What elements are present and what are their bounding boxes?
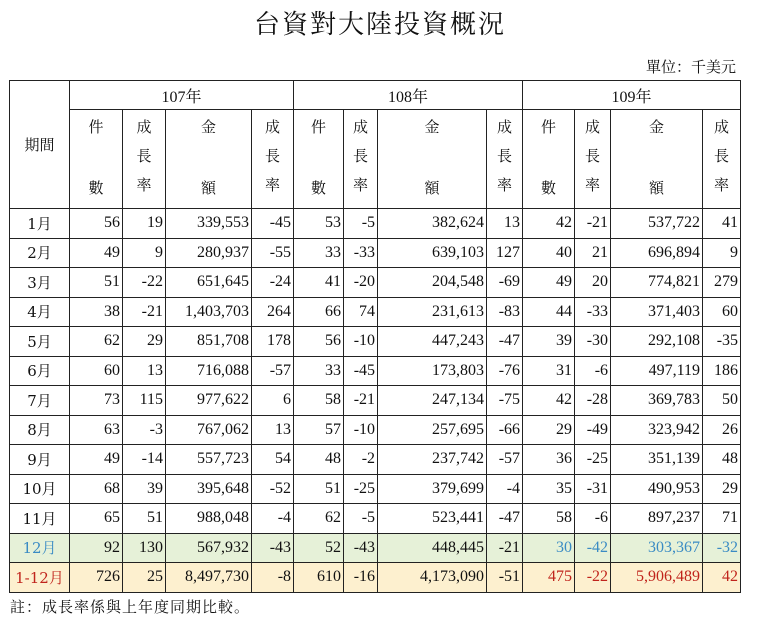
value-cell: -5 [344,504,378,534]
value-cell: 51 [70,268,123,298]
value-cell: -30 [575,327,611,357]
table-row [10,533,741,563]
value-cell: -83 [487,297,523,327]
value-cell: -47 [487,504,523,534]
value-cell: 774,821 [611,268,703,298]
count-growth-header [575,110,611,209]
value-cell: -52 [252,474,294,504]
header-char: 成 [136,118,152,136]
header-char: 數 [88,179,104,197]
value-cell: 42 [523,209,575,239]
header-char: 金 [200,118,216,136]
header-char: 數 [311,179,327,197]
value-cell: -22 [575,563,611,593]
table-row [10,327,741,357]
page-title: 台資對大陸投資概況 [253,10,506,40]
period-cell: 10月 [10,474,70,504]
value-cell: 247,134 [378,386,487,416]
period-cell: 1-12月 [10,563,70,593]
value-cell: 53 [294,209,344,239]
value-cell: 21 [575,238,611,268]
value-cell: 696,894 [611,238,703,268]
value-cell: -5 [344,209,378,239]
value-cell: 130 [123,533,166,563]
value-cell: -6 [575,356,611,386]
header-char: 件 [311,118,327,136]
value-cell: 5,906,489 [611,563,703,593]
value-cell: 20 [575,268,611,298]
count-growth-header [123,110,166,209]
value-cell: -8 [252,563,294,593]
value-cell: 48 [703,445,741,475]
header-char: 件 [541,118,557,136]
value-cell: -76 [487,356,523,386]
period-header: 期間 [10,81,70,209]
table-row [10,415,741,445]
header-char: 長 [353,147,369,165]
value-cell: 71 [703,504,741,534]
value-cell: 49 [523,268,575,298]
value-cell: -6 [575,504,611,534]
value-cell: -66 [487,415,523,445]
value-cell: 351,139 [611,445,703,475]
value-cell: 51 [294,474,344,504]
value-cell: 29 [523,415,575,445]
header-char: 金 [424,118,440,136]
value-cell: 8,497,730 [166,563,252,593]
value-cell: 264 [252,297,294,327]
value-cell: 257,695 [378,415,487,445]
value-cell: 9 [703,238,741,268]
value-cell: 237,742 [378,445,487,475]
value-cell: 115 [123,386,166,416]
header-char: 額 [424,179,440,197]
investment-table [9,80,741,593]
period-cell: 5月 [10,327,70,357]
header-char: 率 [497,176,513,194]
period-cell: 2月 [10,238,70,268]
value-cell: 40 [523,238,575,268]
header-char: 成 [353,118,369,136]
value-cell: 4,173,090 [378,563,487,593]
value-cell: 62 [70,327,123,357]
value-cell: 127 [487,238,523,268]
value-cell: 988,048 [166,504,252,534]
header-char: 長 [265,147,281,165]
header-char: 長 [714,147,730,165]
value-cell: 60 [703,297,741,327]
header-char: 率 [265,176,281,194]
amount-growth-header [487,110,523,209]
value-cell: 44 [523,297,575,327]
header-char: 成 [714,118,730,136]
header-char: 率 [136,176,152,194]
value-cell: 292,108 [611,327,703,357]
header-char: 成 [265,118,281,136]
value-cell: -33 [575,297,611,327]
value-cell: -21 [123,297,166,327]
value-cell: 36 [523,445,575,475]
value-cell: 41 [703,209,741,239]
value-cell: -10 [344,415,378,445]
value-cell: -43 [344,533,378,563]
value-cell: 41 [294,268,344,298]
value-cell: -55 [252,238,294,268]
period-cell: 1月 [10,209,70,239]
table-row [10,238,741,268]
value-cell: 30 [523,533,575,563]
value-cell: 42 [703,563,741,593]
table-row [10,474,741,504]
value-cell: 52 [294,533,344,563]
value-cell: 19 [123,209,166,239]
value-cell: -69 [487,268,523,298]
value-cell: 60 [70,356,123,386]
count-header [294,110,344,209]
value-cell: 26 [703,415,741,445]
value-cell: 475 [523,563,575,593]
value-cell: 651,645 [166,268,252,298]
header-char: 金 [649,118,665,136]
unit-label: 單位：千美元 [645,58,736,76]
value-cell: 29 [703,474,741,504]
value-cell: -4 [487,474,523,504]
value-cell: -24 [252,268,294,298]
value-cell: 557,723 [166,445,252,475]
period-cell: 6月 [10,356,70,386]
value-cell: -28 [575,386,611,416]
count-header [523,110,575,209]
value-cell: 204,548 [378,268,487,298]
table-row [10,386,741,416]
value-cell: 610 [294,563,344,593]
header-char: 額 [649,179,665,197]
value-cell: 54 [252,445,294,475]
value-cell: 73 [70,386,123,416]
value-cell: 25 [123,563,166,593]
value-cell: 13 [252,415,294,445]
value-cell: -4 [252,504,294,534]
value-cell: 65 [70,504,123,534]
count-growth-header [344,110,378,209]
value-cell: 186 [703,356,741,386]
value-cell: 379,699 [378,474,487,504]
amount-growth-header [252,110,294,209]
value-cell: -75 [487,386,523,416]
value-cell: 279 [703,268,741,298]
value-cell: 63 [70,415,123,445]
period-cell: 8月 [10,415,70,445]
value-cell: 497,119 [611,356,703,386]
value-cell: -57 [252,356,294,386]
value-cell: 9 [123,238,166,268]
value-cell: -43 [252,533,294,563]
value-cell: 537,722 [611,209,703,239]
value-cell: -3 [123,415,166,445]
value-cell: 231,613 [378,297,487,327]
value-cell: 33 [294,238,344,268]
value-cell: -49 [575,415,611,445]
value-cell: -45 [344,356,378,386]
period-cell: 11月 [10,504,70,534]
value-cell: 448,445 [378,533,487,563]
value-cell: 716,088 [166,356,252,386]
value-cell: 280,937 [166,238,252,268]
value-cell: -10 [344,327,378,357]
value-cell: -25 [575,445,611,475]
table-row [10,268,741,298]
footnote: 註：成長率係與上年度同期比較。 [10,598,251,616]
header-char: 成 [585,118,601,136]
header-char: 額 [200,179,216,197]
value-cell: -32 [703,533,741,563]
amount-growth-header [703,110,741,209]
year-header-109: 109年 [523,81,741,110]
value-cell: -21 [344,386,378,416]
header-char: 率 [714,176,730,194]
value-cell: 371,403 [611,297,703,327]
value-cell: 31 [523,356,575,386]
value-cell: 74 [344,297,378,327]
value-cell: 523,441 [378,504,487,534]
value-cell: 323,942 [611,415,703,445]
year-header-108: 108年 [294,81,523,110]
value-cell: 68 [70,474,123,504]
value-cell: 49 [70,445,123,475]
value-cell: -20 [344,268,378,298]
header-char: 長 [136,147,152,165]
value-cell: 369,783 [611,386,703,416]
value-cell: 726 [70,563,123,593]
value-cell: 178 [252,327,294,357]
value-cell: 173,803 [378,356,487,386]
value-cell: 33 [294,356,344,386]
value-cell: 339,553 [166,209,252,239]
amount-header [611,110,703,209]
value-cell: 897,237 [611,504,703,534]
value-cell: 1,403,703 [166,297,252,327]
table-row [10,209,741,239]
value-cell: 567,932 [166,533,252,563]
table-row [10,356,741,386]
header-char: 率 [353,176,369,194]
value-cell: 56 [70,209,123,239]
period-cell: 9月 [10,445,70,475]
value-cell: 447,243 [378,327,487,357]
value-cell: 35 [523,474,575,504]
value-cell: 48 [294,445,344,475]
value-cell: 395,648 [166,474,252,504]
value-cell: 303,367 [611,533,703,563]
value-cell: -25 [344,474,378,504]
value-cell: -22 [123,268,166,298]
header-char: 件 [88,118,104,136]
value-cell: 58 [294,386,344,416]
table-row [10,445,741,475]
table-row [10,504,741,534]
value-cell: 38 [70,297,123,327]
value-cell: -21 [575,209,611,239]
value-cell: 13 [123,356,166,386]
value-cell: -42 [575,533,611,563]
header-char: 長 [585,147,601,165]
value-cell: -51 [487,563,523,593]
value-cell: 382,624 [378,209,487,239]
value-cell: 66 [294,297,344,327]
value-cell: -2 [344,445,378,475]
value-cell: -35 [703,327,741,357]
table-row [10,563,741,593]
value-cell: 767,062 [166,415,252,445]
period-cell: 4月 [10,297,70,327]
header-char: 率 [585,176,601,194]
value-cell: -31 [575,474,611,504]
value-cell: 39 [523,327,575,357]
value-cell: 92 [70,533,123,563]
value-cell: -57 [487,445,523,475]
value-cell: -14 [123,445,166,475]
value-cell: 6 [252,386,294,416]
value-cell: 50 [703,386,741,416]
table-row [10,297,741,327]
header-char: 長 [497,147,513,165]
amount-header [166,110,252,209]
period-cell: 7月 [10,386,70,416]
header-char: 數 [541,179,557,197]
value-cell: -47 [487,327,523,357]
value-cell: 42 [523,386,575,416]
value-cell: 62 [294,504,344,534]
count-header [70,110,123,209]
header-char: 成 [497,118,513,136]
value-cell: 58 [523,504,575,534]
value-cell: 639,103 [378,238,487,268]
value-cell: 851,708 [166,327,252,357]
value-cell: 49 [70,238,123,268]
value-cell: -21 [487,533,523,563]
period-cell: 12月 [10,533,70,563]
year-header-107: 107年 [70,81,294,110]
value-cell: 39 [123,474,166,504]
value-cell: 56 [294,327,344,357]
amount-header [378,110,487,209]
value-cell: 977,622 [166,386,252,416]
value-cell: 490,953 [611,474,703,504]
value-cell: 29 [123,327,166,357]
value-cell: 57 [294,415,344,445]
value-cell: 51 [123,504,166,534]
value-cell: -16 [344,563,378,593]
value-cell: 13 [487,209,523,239]
period-cell: 3月 [10,268,70,298]
value-cell: -45 [252,209,294,239]
value-cell: -33 [344,238,378,268]
